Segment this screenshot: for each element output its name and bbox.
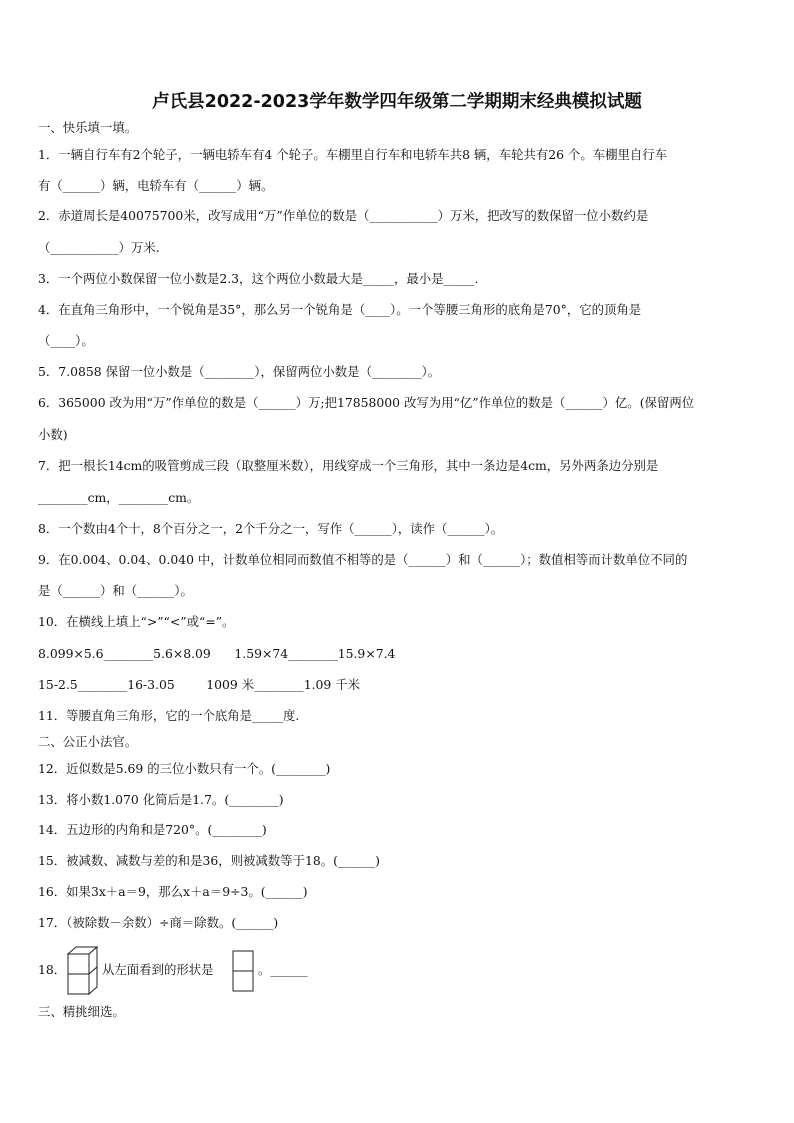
page-title: 卢氏县2022-2023学年数学四年级第二学期期末经典模拟试题 xyxy=(152,92,642,112)
question-6-line-2: 小数) xyxy=(38,427,68,442)
section-heading-3: 三、精挑细选。 xyxy=(38,1004,125,1019)
question-9-line-1: 9．在0.004、0.04、0.040 中，计数单位相同而数值不相等的是（______）和（______）；数值相等而计数单位不同的 xyxy=(38,552,688,567)
question-13: 13．将小数1.070 化简后是1.7。(________) xyxy=(38,792,284,807)
stacked-cubes-icon xyxy=(66,942,102,996)
question-2-line-2: （___________）万米. xyxy=(38,240,160,255)
question-18-answer: 。______ xyxy=(258,962,308,977)
question-4-line-2: （____）。 xyxy=(38,333,94,348)
question-16: 16．如果3x＋a＝9，那么x＋a＝9÷3。(______) xyxy=(38,884,308,899)
question-1-line-1: 1．一辆自行车有2个轮子，一辆电轿车有4 个轮子。车棚里自行车和电轿车共8 辆，车轮共有26 个。车棚里自行车 xyxy=(38,147,668,162)
left-view-shape-icon xyxy=(232,950,256,992)
question-10-line-3: 15-2.5________16-3.05 1009 米________1.09 千米 xyxy=(38,677,361,692)
question-7-line-1: 7．把一根长14cm的吸管剪成三段（取整厘米数），用线穿成一个三角形，其中一条边是4cm，另外两条边分别是 xyxy=(38,458,659,473)
question-7-line-2: ________cm，________cm。 xyxy=(38,490,200,505)
question-3: 3．一个两位小数保留一位小数是2.3，这个两位小数最大是_____，最小是_____. xyxy=(38,271,479,286)
question-11: 11．等腰直角三角形，它的一个底角是_____度. xyxy=(38,708,300,723)
question-1-line-2: 有（______）辆，电轿车有（______）辆。 xyxy=(38,178,274,193)
question-12: 12．近似数是5.69 的三位小数只有一个。(________) xyxy=(38,761,331,776)
question-2-line-1: 2．赤道周长是40075700米，改写成用“万”作单位的数是（___________）万米，把改写的数保留一位小数约是 xyxy=(38,208,649,223)
question-5: 5．7.0858 保留一位小数是（________），保留两位小数是（________）。 xyxy=(38,364,441,379)
question-9-line-2: 是（______）和（______）。 xyxy=(38,583,193,598)
question-14: 14．五边形的内角和是720°。(________) xyxy=(38,822,267,837)
question-17: 17．（被除数－余数）÷商＝除数。(______) xyxy=(38,915,279,930)
question-18-text: 从左面看到的形状是 xyxy=(102,962,214,977)
question-15: 15．被减数、减数与差的和是36，则被减数等于18。(______) xyxy=(38,853,380,868)
question-18-number: 18． xyxy=(38,962,67,977)
question-10-line-2: 8.099×5.6________5.6×8.09 1.59×74________15.9×7.4 xyxy=(38,646,396,661)
question-10-line-1: 10．在横线上填上“>”“<”或“=”。 xyxy=(38,614,235,629)
question-4-line-1: 4．在直角三角形中，一个锐角是35°，那么另一个锐角是（____）。一个等腰三角形的底角是70°，它的顶角是 xyxy=(38,302,642,317)
section-heading-2: 二、公正小法官。 xyxy=(38,734,138,749)
question-6-line-1: 6．365000 改为用“万”作单位的数是（______）万;把17858000 改写为用“亿”作单位的数是（______）亿。(保留两位 xyxy=(38,395,695,410)
section-heading-1: 一、快乐填一填。 xyxy=(38,120,138,135)
question-8: 8．一个数由4个十，8个百分之一，2个千分之一，写作（______），读作（______）。 xyxy=(38,521,504,536)
